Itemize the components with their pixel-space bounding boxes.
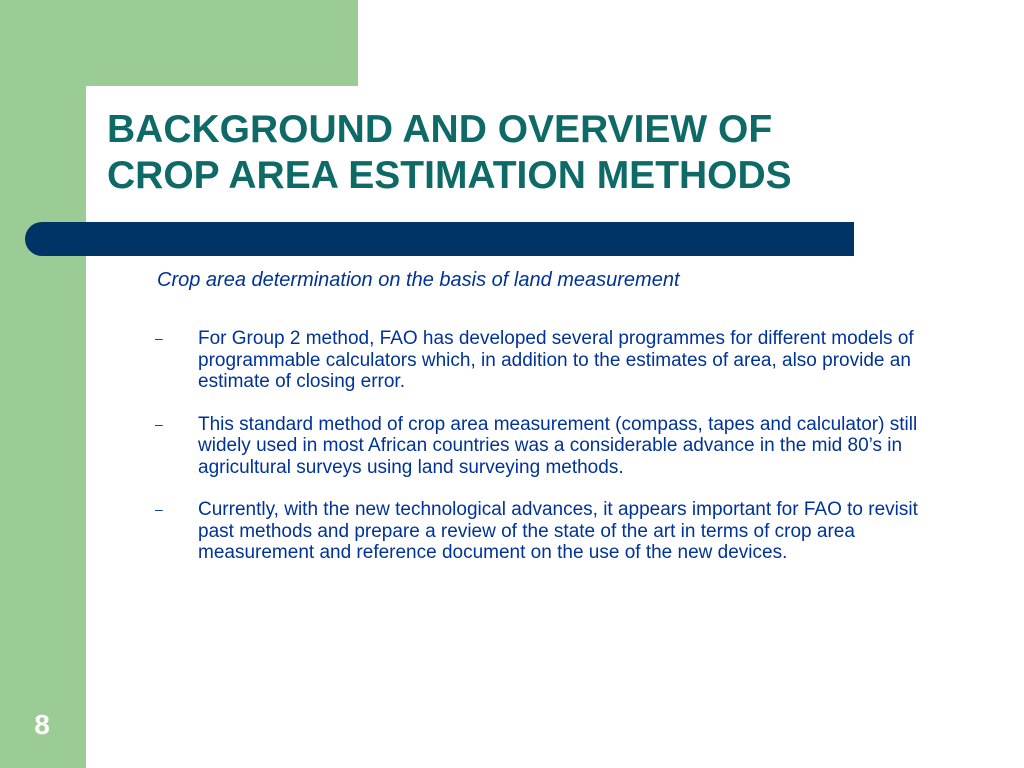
- bullet-text: For Group 2 method, FAO has developed several programmes for different models of programmable calculators which, in addition to the estimates of area, also provide an estimate of closing error.: [198, 328, 914, 392]
- bullet-dash-marker: –: [155, 415, 163, 432]
- green-sidebar-decoration: [0, 0, 86, 768]
- bullet-dash-marker: –: [155, 330, 163, 346]
- green-top-decoration: [0, 0, 358, 86]
- title-line-2: CROP AREA ESTIMATION METHODS: [107, 154, 792, 197]
- bullet-item: [155, 499, 955, 564]
- bullet-list: [155, 328, 955, 564]
- page-number: 8: [34, 709, 50, 740]
- bullet-dash-marker: –: [155, 501, 163, 517]
- bullet-text: This standard method of crop area measurement (compass, tapes and calculator) still widely used in most African countries was a considerable advance in the mid 80’s in agricultural surveys using land surveying methods.: [198, 413, 918, 478]
- bullet-text: Currently, with the new technological advances, it appears important for FAO to revisit past methods and prepare a review of the state of the art in terms of crop area measurement and reference document on the use of the new devices.: [198, 499, 918, 563]
- slide-title: [107, 107, 967, 199]
- title-line-1: BACKGROUND AND OVERVIEW OF: [107, 108, 773, 151]
- slide-subheading: Crop area determination on the basis of land measurement: [157, 269, 680, 291]
- bullet-item: [155, 328, 955, 393]
- title-divider-bar: [25, 222, 854, 256]
- bullet-item: [155, 414, 955, 479]
